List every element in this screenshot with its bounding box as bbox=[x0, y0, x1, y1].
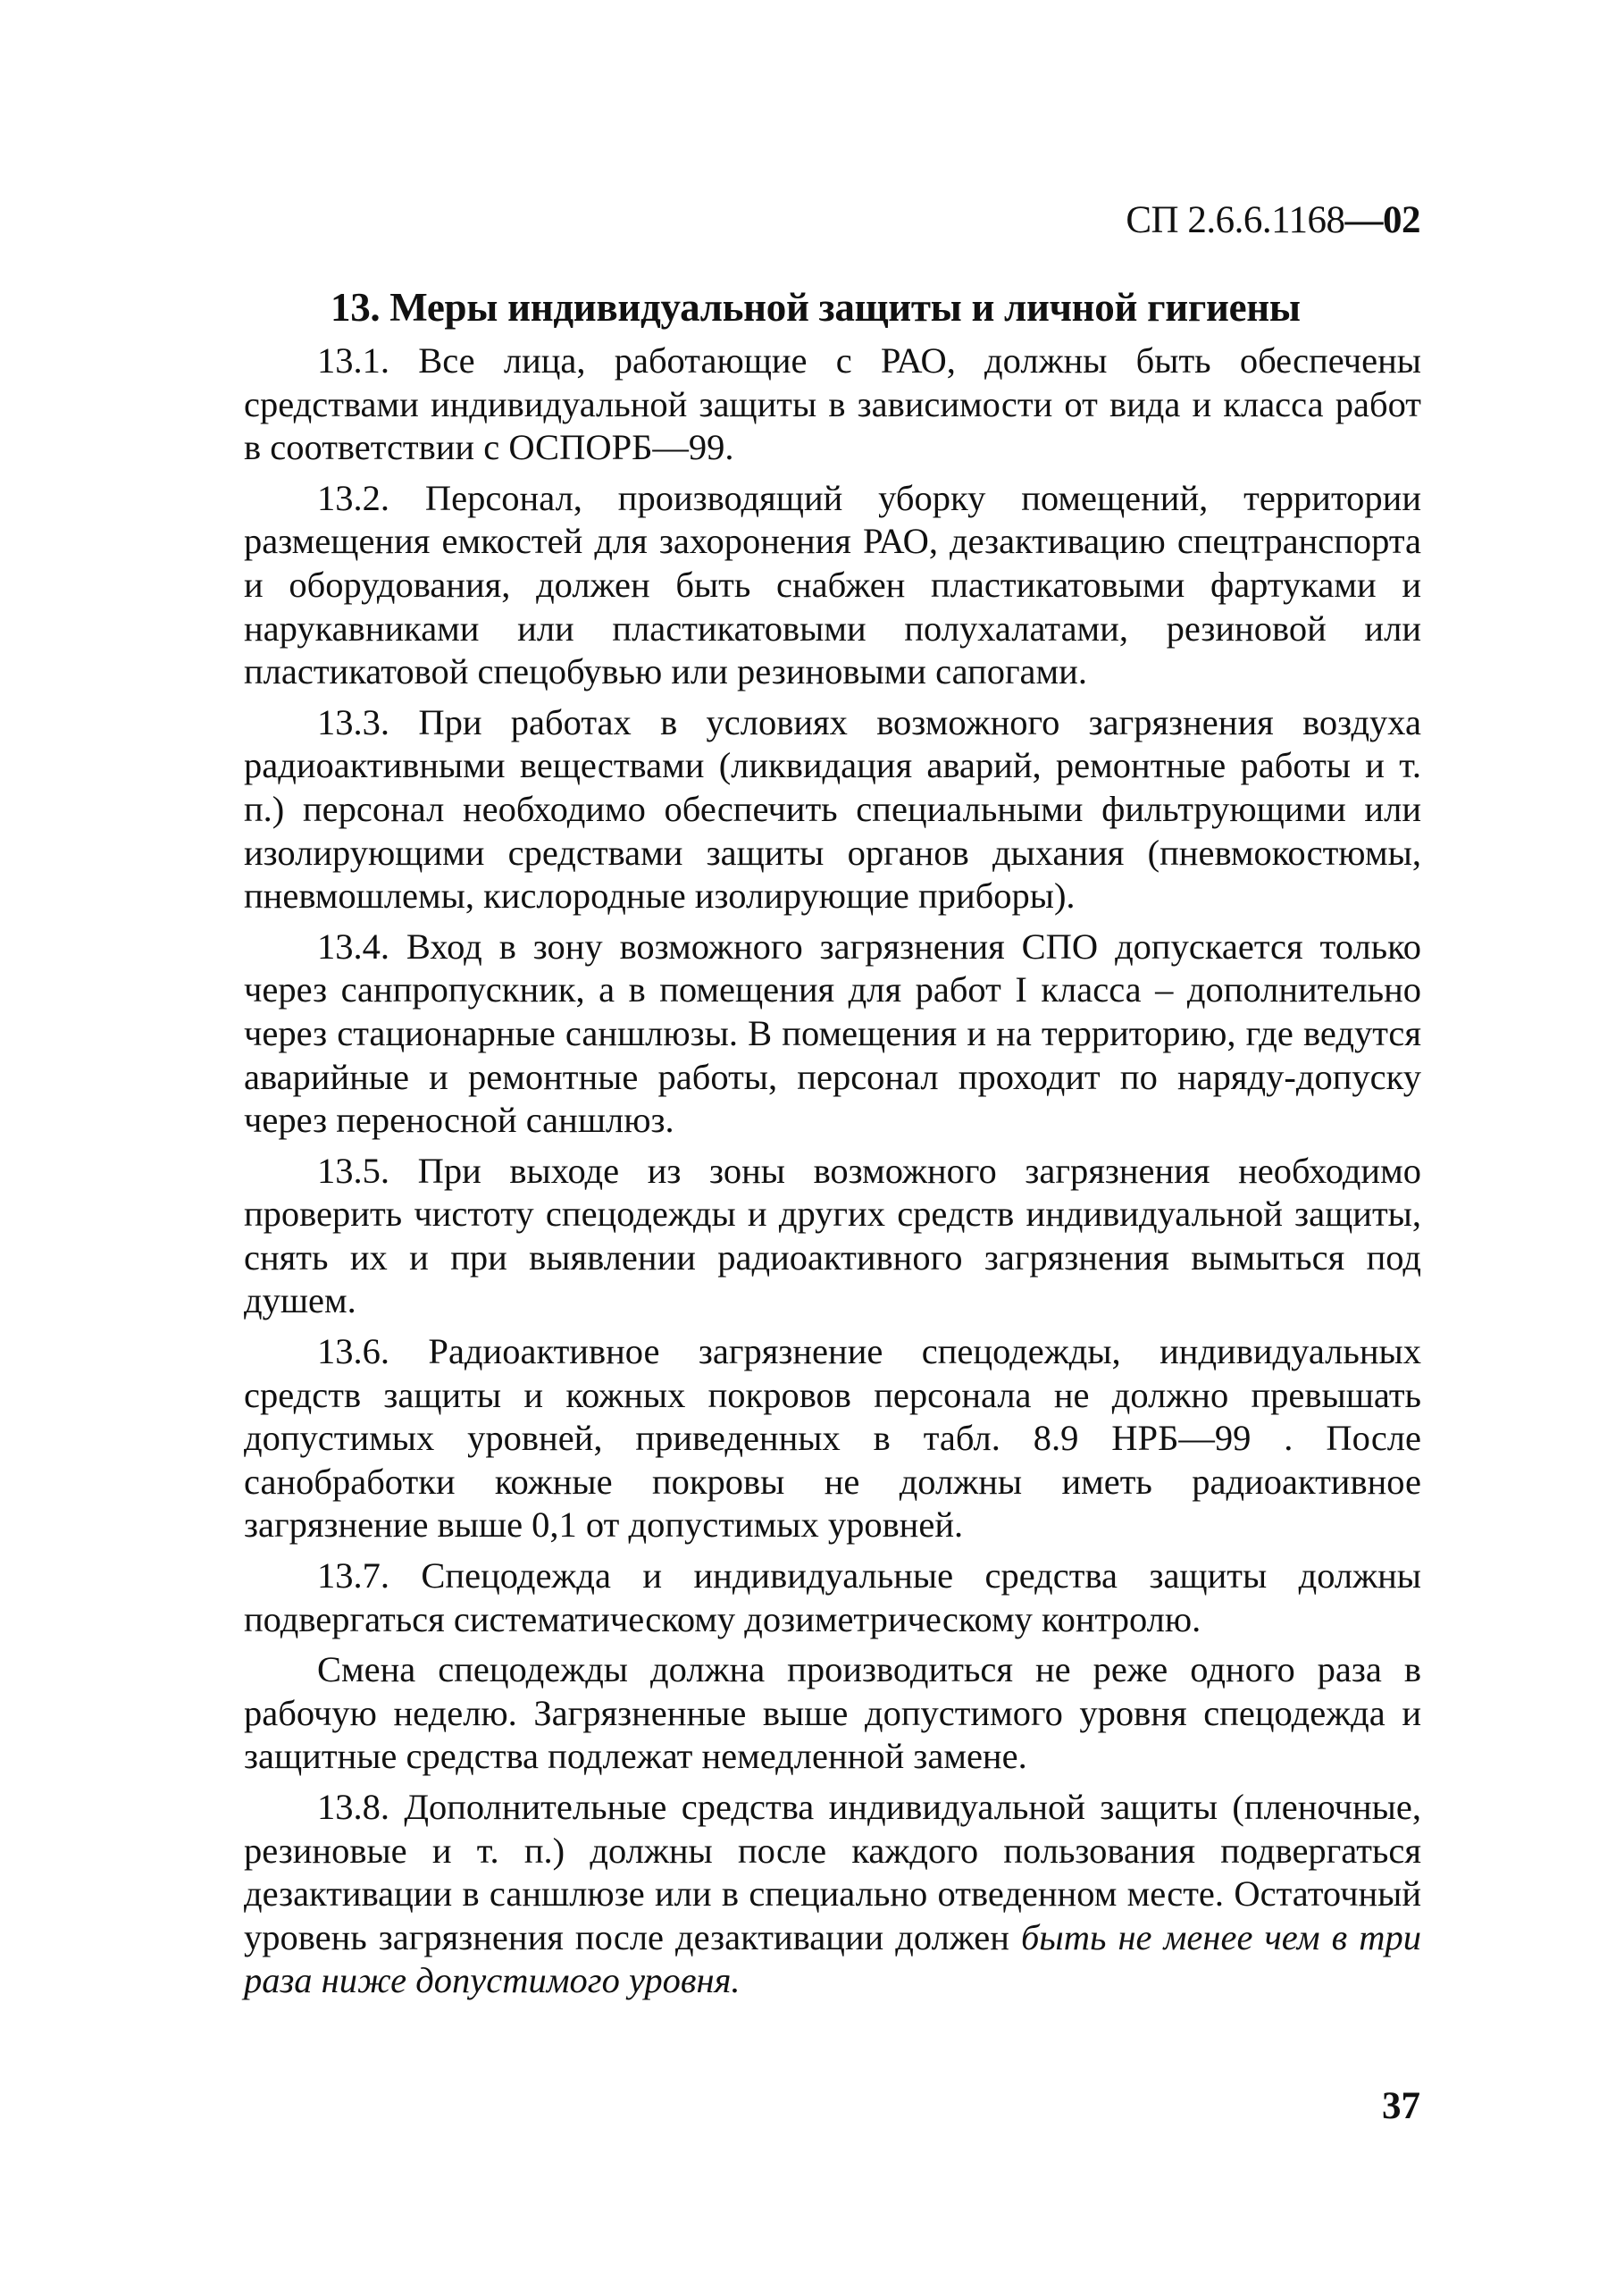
page-number: 37 bbox=[1382, 2085, 1420, 2127]
paragraph-13-8 bbox=[244, 1786, 1421, 2003]
paragraph-13-3: 13.3. При работах в условиях возможного загрязнения воздуха радиоактивными веществами (ликвидация аварий, ремонтные работы и т. п.) персонал необходимо обеспечить специальными фильтрующими или изолирующими средствами защиты органов дыхания (пневмокостюмы, пневмошлемы, кислородные изолирующие приборы). bbox=[244, 701, 1421, 917]
paragraph-13-6: 13.6. Радиоактивное загрязнение спецодежды, индивидуальных средств защиты и кожных покровов персонала не должно превышать допустимых уровней, приведенных в табл. 8.9 НРБ—99 . После санобработки кожные покровы не должны иметь радиоактивное загрязнение выше 0,1 от допустимых уровней. bbox=[244, 1331, 1421, 1546]
paragraph-13-4: 13.4. Вход в зону возможного загрязнения СПО допускается только через санпропускник, а в помещения для работ I класса – дополнительно через стационарные саншлюзы. В помещения и на территорию, где ведутся аварийные и ремонтные работы, персонал проходит по наряду-допуску через переносной саншлюз. bbox=[244, 926, 1421, 1141]
paragraph-13-8-italic-tail: быть не менее чем в три раза ниже допустимого уровня. bbox=[244, 1916, 1422, 2001]
document-code bbox=[1126, 198, 1420, 242]
paragraph-13-1: 13.1. Все лица, работающие с РАО, должны быть обеспечены средствами индивидуальной защиты в зависимости от вида и класса работ в соответствии с ОСПОРБ—99. bbox=[244, 340, 1421, 468]
document-code-prefix: СП 2.6.6.1168 bbox=[1126, 199, 1345, 241]
paragraph-13-5: 13.5. При выходе из зоны возможного загрязнения необходимо проверить чистоту спецодежды и других средств индивидуальной защиты, снять их и при выявлении радиоактивного загрязнения вымыться под душем. bbox=[244, 1150, 1421, 1321]
document-code-suffix: —02 bbox=[1344, 199, 1420, 241]
paragraph-13-2: 13.2. Персонал, производящий уборку помещений, территории размещения емкостей для захоронения РАО, дезактивацию спецтранспорта и оборудования, должен быть снабжен пластикатовыми фартуками и нарукавниками или пластикатовыми полухалатами, резиновой или пластикатовой спецобувью или резиновыми сапогами. bbox=[244, 477, 1421, 692]
section-body bbox=[244, 339, 1421, 2010]
paragraph-13-7-continued: Смена спецодежды должна производиться не реже одного раза в рабочую неделю. Загрязненные выше допустимого уровня спецодежда и защитные средства подлежат немедленной замене. bbox=[244, 1649, 1421, 1777]
paragraph-13-7: 13.7. Спецодежда и индивидуальные средства защиты должны подвергаться систематическому дозиметрическому контролю. bbox=[244, 1555, 1421, 1639]
paragraph-13-8-text: 13.8. Дополнительные средства индивидуальной защиты (пленочные, резиновые и т. п.) должны после каждого пользования подвергаться дезактивации в саншлюзе или в специально отведенном месте. Остаточный уровень загрязнения после дезактивации должен bbox=[244, 1787, 1421, 1957]
section-title: 13. Меры индивидуальной защиты и личной гигиены bbox=[331, 285, 1301, 330]
